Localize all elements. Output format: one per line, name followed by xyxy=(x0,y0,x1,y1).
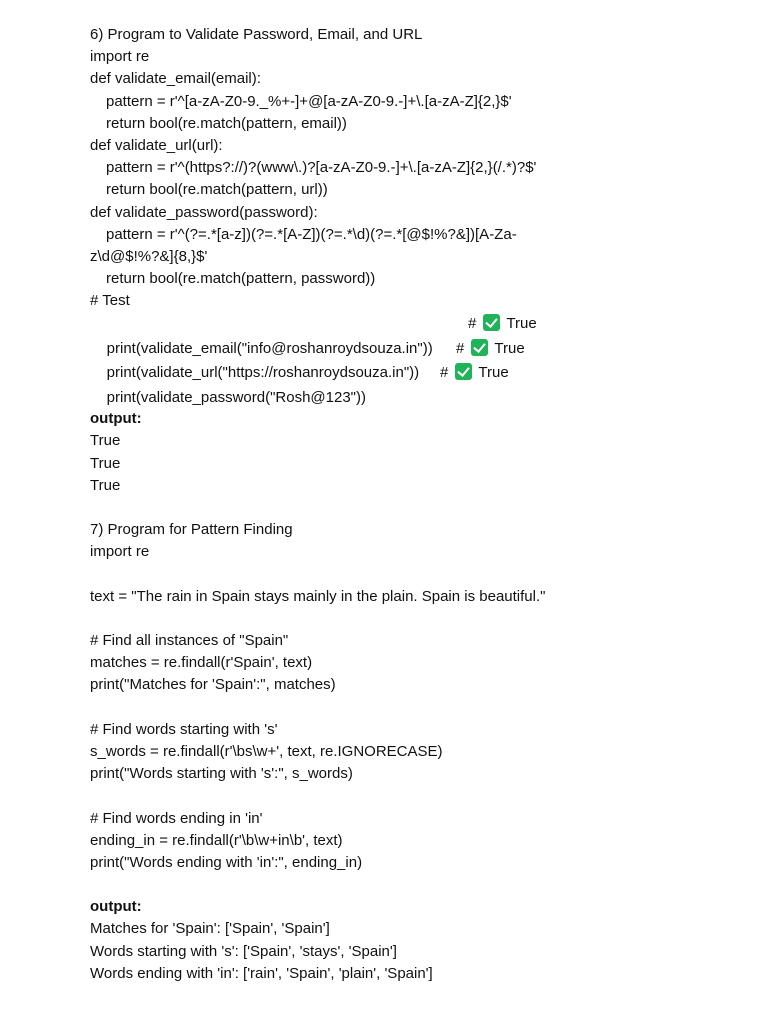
check-mark-icon xyxy=(483,314,500,331)
output-line: True xyxy=(90,432,121,450)
output-line: Matches for 'Spain': ['Spain', 'Spain'] xyxy=(90,920,330,938)
hash-mark: # xyxy=(468,315,477,333)
output-line: True xyxy=(90,476,121,494)
spacer xyxy=(90,874,750,896)
test-code: print(validate_password("Rosh@123")) xyxy=(106,388,366,406)
check-mark-icon xyxy=(471,339,488,356)
section-6-heading: 6) Program to Validate Password, Email, and URL xyxy=(90,26,423,43)
output-label: output: xyxy=(90,898,142,916)
hash-mark: # xyxy=(456,339,465,357)
code-line: matches = re.findall(r'Spain', text) xyxy=(90,654,313,672)
output-label: output: xyxy=(90,410,142,428)
test-comment xyxy=(468,312,537,337)
code-line: def validate_url(url): xyxy=(90,136,223,154)
code-line: print("Matches for 'Spain':", matches) xyxy=(90,676,336,694)
code-line: z\d@$!%?&]{8,}$' xyxy=(90,247,208,265)
spacer xyxy=(90,608,750,630)
code-comment: # Find words ending in 'in' xyxy=(90,809,263,827)
code-line: return bool(re.match(pattern, url)) xyxy=(106,181,328,199)
spacer xyxy=(90,563,750,585)
code-comment: # Test xyxy=(90,292,130,310)
code-line: text = "The rain in Spain stays mainly in the plain. Spain is beautiful." xyxy=(90,587,546,605)
test-line-url xyxy=(90,337,750,382)
code-line: pattern = r'^(https?://)?(www\.)?[a-zA-Z0-9.-]+\.[a-zA-Z]{2,}(/.*)?$' xyxy=(106,159,537,177)
test-code: print(validate_url("https://roshanroydsouza.in")) xyxy=(106,364,420,382)
code-line: pattern = r'^[a-zA-Z0-9._%+-]+@[a-zA-Z0-9.-]+\.[a-zA-Z]{2,}$' xyxy=(106,92,512,110)
check-mark-icon xyxy=(455,363,472,380)
spacer xyxy=(90,497,750,519)
code-line: return bool(re.match(pattern, email)) xyxy=(106,114,347,132)
code-line: import re xyxy=(90,543,150,561)
test-line-password xyxy=(90,361,750,406)
test-result: True xyxy=(506,315,537,333)
code-line: print("Words ending with 'in':", ending_in) xyxy=(90,853,363,871)
code-line: def validate_password(password): xyxy=(90,203,318,221)
code-comment: # Find all instances of "Spain" xyxy=(90,632,289,649)
output-line: Words ending with 'in': ['rain', 'Spain', 'plain', 'Spain'] xyxy=(90,964,433,982)
code-line: def validate_email(email): xyxy=(90,70,261,88)
code-line: ending_in = re.findall(r'\b\w+in\b', text) xyxy=(90,831,343,849)
code-line: pattern = r'^(?=.*[a-z])(?=.*[A-Z])(?=.*\d)(?=.*[@$!%?&])[A-Za- xyxy=(106,225,517,243)
output-line: Words starting with 's': ['Spain', 'stays', 'Spain'] xyxy=(90,942,397,960)
test-line-email xyxy=(90,312,750,357)
spacer xyxy=(90,785,750,807)
test-comment xyxy=(456,337,525,362)
code-comment: # Find words starting with 's' xyxy=(90,720,278,738)
code-line: s_words = re.findall(r'\bs\w+', text, re.IGNORECASE) xyxy=(90,742,443,760)
code-line: return bool(re.match(pattern, password)) xyxy=(106,270,376,288)
section-7-heading: 7) Program for Pattern Finding xyxy=(90,521,293,539)
hash-mark: # xyxy=(440,364,449,382)
test-comment xyxy=(440,361,509,386)
spacer xyxy=(90,697,750,719)
test-code: print(validate_email("info@roshanroydsouza.in")) xyxy=(106,339,433,357)
test-result: True xyxy=(494,339,525,357)
output-line: True xyxy=(90,454,121,472)
code-line: import re xyxy=(90,48,150,66)
code-line: print("Words starting with 's':", s_words) xyxy=(90,765,353,783)
document-page xyxy=(90,24,750,985)
test-result: True xyxy=(478,364,509,382)
